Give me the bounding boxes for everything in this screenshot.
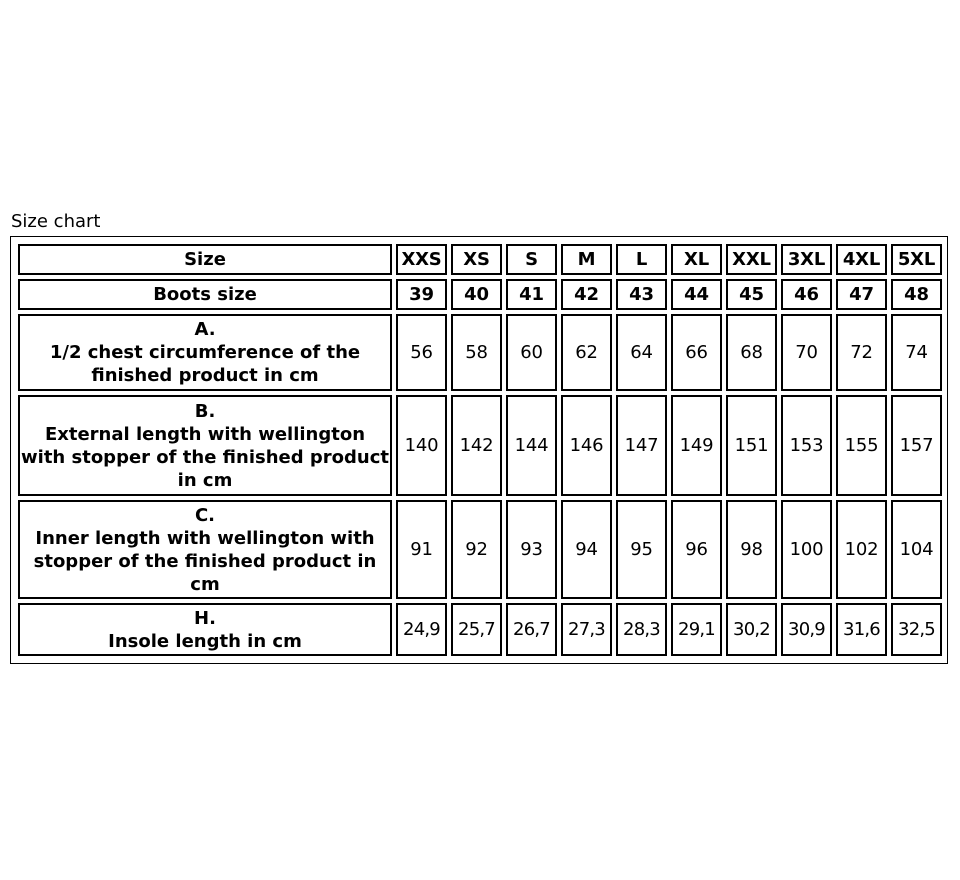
value-cell: 140 — [396, 395, 447, 496]
row-label — [18, 395, 392, 496]
value-cell: 42 — [561, 279, 612, 310]
value-cell: 92 — [451, 500, 502, 599]
value-cell: 151 — [726, 395, 777, 496]
size-chart — [10, 236, 948, 664]
value-cell: 155 — [836, 395, 887, 496]
value-cell: 72 — [836, 314, 887, 391]
row-label — [18, 603, 392, 656]
value-cell: 94 — [561, 500, 612, 599]
value-cell: 62 — [561, 314, 612, 391]
row-label-text: External length with wellington with stopper of the finished product in cm — [21, 423, 389, 491]
chest-row — [18, 314, 942, 391]
size-header-cell: XXS — [396, 244, 447, 275]
value-cell: 30,2 — [726, 603, 777, 656]
value-cell: 102 — [836, 500, 887, 599]
value-cell: 39 — [396, 279, 447, 310]
value-cell: 60 — [506, 314, 557, 391]
value-cell: 74 — [891, 314, 942, 391]
value-cell: 56 — [396, 314, 447, 391]
value-cell: 144 — [506, 395, 557, 496]
size-header-cell: XL — [671, 244, 722, 275]
row-label-text: 1/2 chest circumference of the finished product in cm — [49, 342, 361, 386]
row-label-text: Inner length with wellington with stopper of the finished product in cm — [33, 527, 377, 595]
size-header-cell: XXL — [726, 244, 777, 275]
value-cell: 40 — [451, 279, 502, 310]
value-cell: 45 — [726, 279, 777, 310]
value-cell: 68 — [726, 314, 777, 391]
value-cell: 26,7 — [506, 603, 557, 656]
row-label — [18, 500, 392, 599]
row-label-text: Insole length in cm — [108, 630, 302, 652]
value-cell: 153 — [781, 395, 832, 496]
value-cell: 142 — [451, 395, 502, 496]
value-cell: 46 — [781, 279, 832, 310]
size-header-cell: L — [616, 244, 667, 275]
size-header-cell: 4XL — [836, 244, 887, 275]
value-cell: 147 — [616, 395, 667, 496]
value-cell: 149 — [671, 395, 722, 496]
size-header-label: Size — [18, 244, 392, 275]
value-cell: 157 — [891, 395, 942, 496]
value-cell: 28,3 — [616, 603, 667, 656]
row-code: H. — [194, 607, 216, 629]
value-cell: 29,1 — [671, 603, 722, 656]
value-cell: 44 — [671, 279, 722, 310]
value-cell: 91 — [396, 500, 447, 599]
value-cell: 41 — [506, 279, 557, 310]
value-cell: 32,5 — [891, 603, 942, 656]
value-cell: 30,9 — [781, 603, 832, 656]
value-cell: 24,9 — [396, 603, 447, 656]
value-cell: 66 — [671, 314, 722, 391]
value-cell: 25,7 — [451, 603, 502, 656]
size-header-cell: 3XL — [781, 244, 832, 275]
inner-length-row — [18, 500, 942, 599]
value-cell: 31,6 — [836, 603, 887, 656]
size-header-cell: XS — [451, 244, 502, 275]
value-cell: 48 — [891, 279, 942, 310]
value-cell: 27,3 — [561, 603, 612, 656]
row-code: C. — [194, 504, 216, 526]
size-row — [18, 244, 942, 275]
row-label: Boots size — [18, 279, 392, 310]
row-code: A. — [194, 319, 216, 340]
external-length-row — [18, 395, 942, 496]
value-cell: 70 — [781, 314, 832, 391]
value-cell: 47 — [836, 279, 887, 310]
size-header-cell: S — [506, 244, 557, 275]
size-table — [14, 240, 946, 660]
value-cell: 64 — [616, 314, 667, 391]
table-caption: Size chart — [11, 211, 101, 232]
boots-size-row — [18, 279, 942, 310]
value-cell: 146 — [561, 395, 612, 496]
value-cell: 93 — [506, 500, 557, 599]
insole-length-row — [18, 603, 942, 656]
value-cell: 100 — [781, 500, 832, 599]
row-label — [18, 314, 392, 391]
value-cell: 98 — [726, 500, 777, 599]
size-header-cell: M — [561, 244, 612, 275]
value-cell: 96 — [671, 500, 722, 599]
row-code: B. — [194, 400, 216, 422]
value-cell: 58 — [451, 314, 502, 391]
size-header-cell: 5XL — [891, 244, 942, 275]
value-cell: 104 — [891, 500, 942, 599]
value-cell: 95 — [616, 500, 667, 599]
value-cell: 43 — [616, 279, 667, 310]
